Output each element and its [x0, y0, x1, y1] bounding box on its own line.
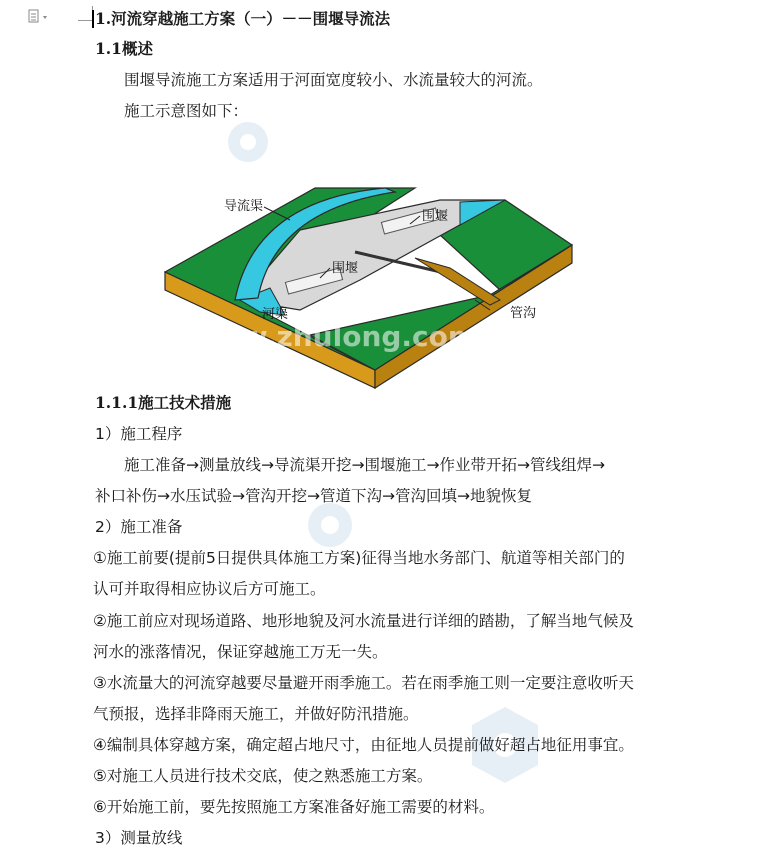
paragraph: ④编制具体穿越方案，确定超占地尺寸，由征地人员提前做好超占地征用事宜。 [93, 736, 634, 754]
label-river: 河渠 [262, 307, 289, 322]
list-heading: 3）测量放线 [95, 829, 183, 847]
list-heading: 2）施工准备 [95, 518, 183, 536]
subsection-heading: 1.1.1施工技术措施 [95, 393, 232, 412]
paragraph: ③水流量大的河流穿越要尽量避开雨季施工。若在雨季施工则一定要注意收听天 [93, 674, 634, 692]
document-title: 1.河流穿越施工方案（一）－－围堰导流法 [95, 9, 391, 28]
list-heading: 1）施工程序 [95, 425, 183, 443]
paragraph: ⑤对施工人员进行技术交底，使之熟悉施工方案。 [93, 767, 433, 785]
paragraph: ②施工前应对现场道路、地形地貌及河水流量进行详细的踏勘，了解当地气候及 [93, 612, 634, 630]
paragraph: ⑥开始施工前，要先按照施工方案准备好施工需要的材料。 [93, 798, 495, 816]
label-diversion: 导流渠 [224, 199, 264, 214]
document-icon[interactable] [28, 9, 50, 25]
margin-corner-mark [78, 6, 93, 21]
watermark-logo-icon [220, 118, 276, 166]
paragraph: 气预报，选择非降雨天施工，并做好防汛措施。 [93, 705, 419, 723]
label-trench: 管沟 [510, 306, 537, 321]
label-cofferdam-mid: 围堰 [332, 261, 359, 276]
paragraph: 施工示意图如下： [124, 102, 249, 120]
figure-watermark: www.zhulong.com [190, 320, 478, 353]
paragraph: 河水的涨落情况，保证穿越施工万无一失。 [93, 643, 388, 661]
construction-diagram [160, 160, 580, 390]
paragraph: 围堰导流施工方案适用于河面宽度较小、水流量较大的河流。 [124, 71, 543, 89]
paragraph: ①施工前要(提前5日提供具体施工方案)征得当地水务部门、航道等相关部门的 [93, 549, 625, 567]
section-heading: 1.1概述 [95, 39, 153, 58]
paragraph: 认可并取得相应协议后方可施工。 [93, 580, 326, 598]
text-cursor [92, 10, 94, 28]
label-cofferdam-top: 围堰 [422, 209, 449, 224]
paragraph: 施工准备→测量放线→导流渠开挖→围堰施工→作业带开拓→管线组焊→ [124, 456, 605, 474]
watermark-logo-icon [300, 500, 360, 550]
paragraph: 补口补伤→水压试验→管沟开挖→管道下沟→管沟回填→地貌恢复 [95, 487, 532, 505]
